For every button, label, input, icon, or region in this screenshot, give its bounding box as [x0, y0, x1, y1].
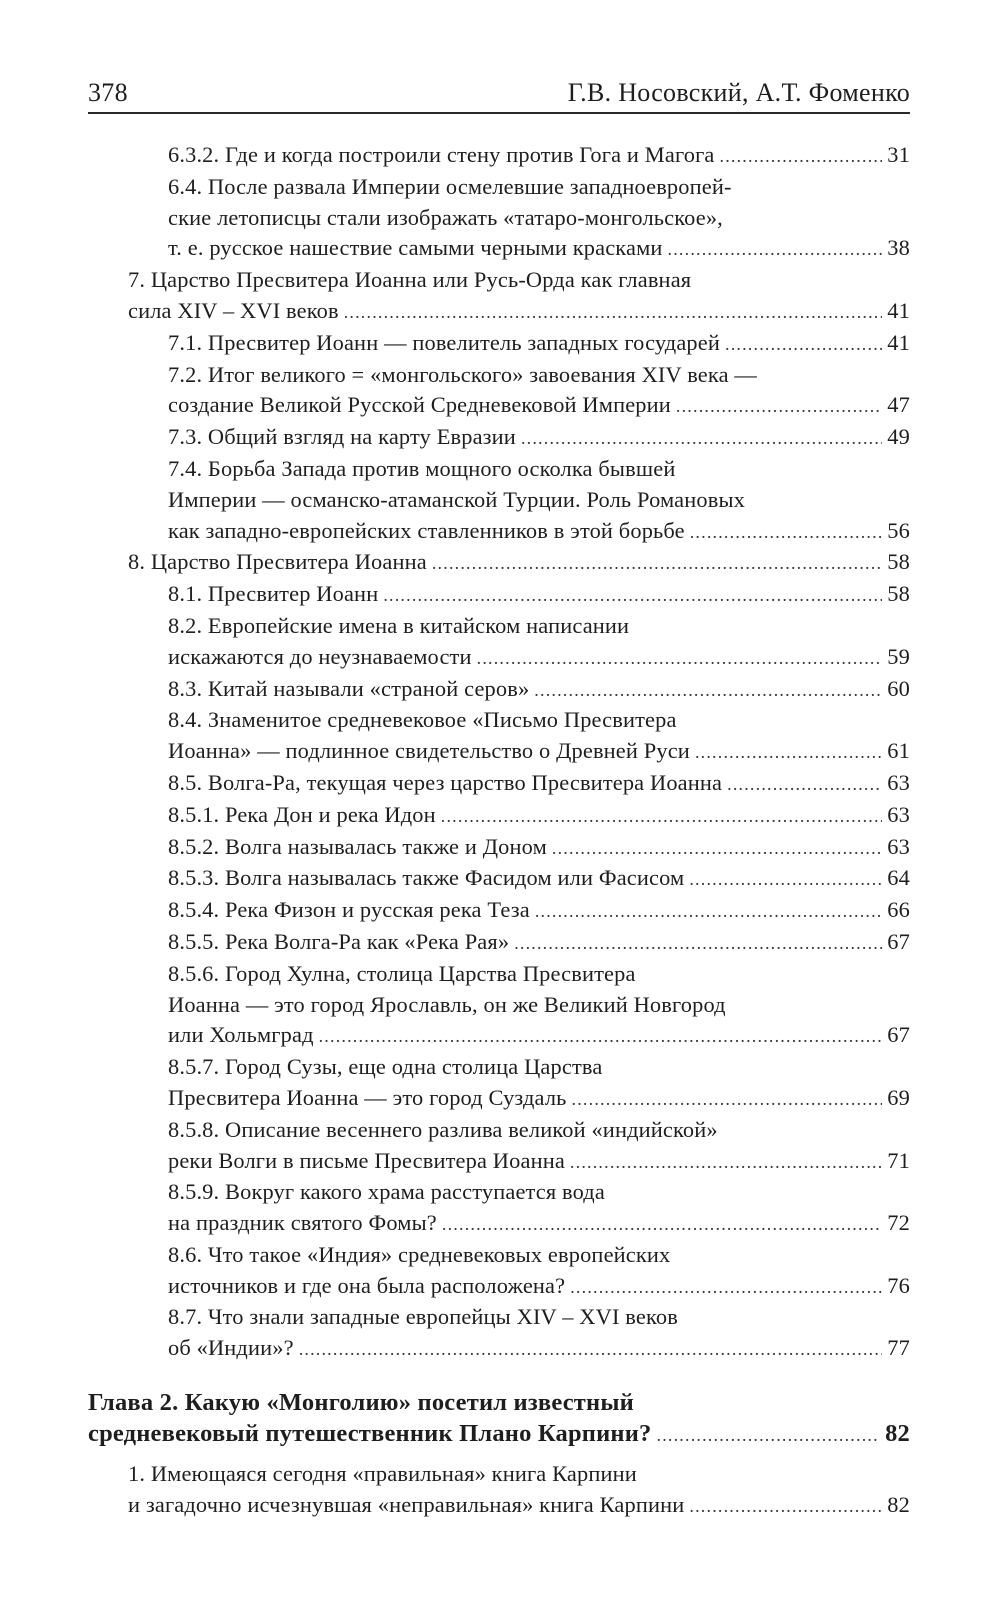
toc-page-number: 66 — [887, 897, 910, 923]
dot-leader — [535, 896, 882, 927]
toc-page-number: 49 — [887, 424, 910, 450]
toc-page-number: 71 — [887, 1147, 910, 1173]
toc-entry-title-line: 1. Имеющаяся сегодня «правильная» книга Карпини — [128, 1461, 637, 1487]
toc-entry-last-line — [168, 516, 910, 548]
toc-entry-title-line: 8.3. Китай называли «страной серов» — [168, 675, 530, 701]
toc-page-number: 41 — [887, 329, 910, 355]
toc-entry-last-line — [168, 390, 910, 422]
toc-entry-title-line: 8.5. Волга-Ра, текущая через царство Пресвитера Иоанна — [168, 769, 723, 795]
toc-page-number: 41 — [887, 297, 910, 323]
toc-entry-last-line — [168, 642, 910, 674]
running-header — [88, 72, 910, 114]
toc-entry-last-line — [168, 233, 910, 265]
table-of-contents — [88, 140, 910, 1522]
toc-entry — [88, 422, 910, 454]
toc-entry-title-line: 8.5.8. Описание весеннего разлива великой «индийской» — [168, 1116, 718, 1142]
toc-page-number: 61 — [887, 738, 910, 764]
toc-page-number: 77 — [887, 1335, 910, 1361]
toc-entry — [88, 800, 910, 832]
toc-entry-title-line: искажаются до неузнаваемости — [168, 643, 472, 669]
toc-entry-title-line: 6.4. После развала Империи осмелевшие западноевропей- — [168, 173, 732, 199]
toc-entry-title-line: 8.4. Знаменитое средневековое «Письмо Пресвитера — [168, 707, 677, 733]
dot-leader — [727, 769, 882, 800]
toc-entry-title-line: т. е. русское нашествие самыми черными красками — [168, 235, 663, 261]
toc-entry-title-line: 8.5.5. Река Волга-Ра как «Река Рая» — [168, 928, 510, 954]
toc-entry — [88, 959, 910, 1052]
toc-entry-last-line — [168, 140, 910, 172]
toc-entry-last-line — [168, 768, 910, 800]
toc-entry — [88, 360, 910, 423]
dot-leader — [657, 1420, 881, 1451]
toc-entry-title-line: 8.2. Европейские имена в китайском написании — [168, 612, 630, 638]
toc-entry-title-line: Иоанна» — подлинное свидетельство о Древней Руси — [168, 738, 690, 764]
toc-page-number: 63 — [887, 801, 910, 827]
toc-entry-title-line: сила XIV – XVI веков — [128, 297, 339, 323]
toc-page-number: 69 — [887, 1084, 910, 1110]
toc-entry-last-line — [168, 1333, 910, 1365]
toc-entry-title-line: как западно-европейских ставленников в этой борьбе — [168, 517, 685, 543]
toc-entry-last-line — [168, 1208, 910, 1240]
page-number: 378 — [88, 78, 128, 107]
toc-entry-title-line: Пресвитера Иоанна — это город Суздаль — [168, 1084, 567, 1110]
toc-entry — [88, 863, 910, 895]
toc-entry-last-line — [168, 422, 910, 454]
toc-entry — [88, 579, 910, 611]
toc-entry-title-line: об «Индии»? — [168, 1335, 294, 1361]
toc-entry-last-line — [168, 800, 910, 832]
toc-entry — [88, 1459, 910, 1522]
toc-page-number: 47 — [887, 392, 910, 418]
toc-entry-last-line — [168, 895, 910, 927]
toc-entry-title-line: 8.5.6. Город Хулна, столица Царства Пресвитера — [168, 960, 636, 986]
dot-leader — [344, 297, 883, 328]
dot-leader — [534, 675, 882, 706]
toc-entry-title-line: источников и где она была расположена? — [168, 1272, 566, 1298]
dot-leader — [514, 928, 882, 959]
toc-entry — [88, 1302, 910, 1365]
toc-entry-title-line: 7.1. Пресвитер Иоанн — повелитель западных государей — [168, 329, 720, 355]
toc-entry-title-line: 7.4. Борьба Запада против мощного осколка бывшей — [168, 455, 676, 481]
toc-entry — [88, 1115, 910, 1178]
dot-leader — [477, 643, 883, 674]
dot-leader — [552, 833, 882, 864]
dot-leader — [690, 517, 883, 548]
toc-entry-last-line — [168, 674, 910, 706]
toc-entry-title-line: 8.5.3. Волга называлась также Фасидом или Фасисом — [168, 865, 685, 891]
toc-entry-last-line — [168, 1271, 910, 1303]
toc-entry — [88, 674, 910, 706]
dot-leader — [720, 141, 883, 172]
toc-entry — [88, 832, 910, 864]
toc-entry — [88, 454, 910, 547]
toc-entry-title-line: 8.1. Пресвитер Иоанн — [168, 581, 379, 607]
toc-page-number: 38 — [887, 235, 910, 261]
toc-page-number: 59 — [887, 643, 910, 669]
toc-page-number: 31 — [887, 142, 910, 167]
toc-entry — [88, 547, 910, 579]
dot-leader — [689, 1491, 882, 1522]
toc-entry — [88, 705, 910, 768]
dot-leader — [676, 391, 882, 422]
toc-page-number: 76 — [887, 1272, 910, 1298]
toc-entry-title-line: 8. Царство Пресвитера Иоанна — [128, 549, 427, 575]
dot-leader — [521, 423, 882, 454]
toc-entry — [88, 140, 910, 172]
dot-leader — [725, 329, 882, 360]
toc-entry-title-line: 6.3.2. Где и когда построили стену против Гога и Магога — [168, 142, 715, 167]
toc-entry-last-line — [168, 863, 910, 895]
toc-entry-title-line: Глава 2. Какую «Монголию» посетил известный — [88, 1389, 634, 1417]
running-header-authors: Г.В. Носовский, А.Т. Фоменко — [567, 78, 910, 107]
toc-entry-last-line — [168, 328, 910, 360]
toc-entry — [88, 1240, 910, 1303]
dot-leader — [383, 580, 882, 611]
toc-entry-title-line: и загадочно исчезнувшая «неправильная» книга Карпини — [128, 1491, 685, 1517]
toc-entry-title-line: реки Волги в письме Пресвитера Иоанна — [168, 1147, 565, 1173]
toc-entry-title-line: 8.5.4. Река Физон и русская река Теза — [168, 897, 530, 923]
toc-entry-last-line — [168, 1083, 910, 1115]
toc-entry-title-line: 8.5.1. Река Дон и река Идон — [168, 801, 436, 827]
dot-leader — [442, 1209, 882, 1240]
toc-entry-title-line: средневековый путешественник Плано Карпини? — [88, 1420, 652, 1448]
toc-page-number: 56 — [887, 517, 910, 543]
toc-entry-title-line: 8.5.9. Вокруг какого храма расступается вода — [168, 1179, 605, 1205]
toc-entry-title-line: Империи — османско-атаманской Турции. Роль Романовых — [168, 486, 745, 512]
toc-page-number: 72 — [887, 1210, 910, 1236]
toc-page-number: 82 — [887, 1491, 910, 1517]
toc-page-number: 63 — [887, 769, 910, 795]
toc-page-number: 58 — [887, 549, 910, 575]
dot-leader — [299, 1334, 883, 1365]
toc-entry-title-line: создание Великой Русской Средневековой Империи — [168, 392, 671, 418]
toc-entry — [88, 328, 910, 360]
toc-entry — [88, 895, 910, 927]
toc-entry-last-line — [88, 1418, 910, 1451]
dot-leader — [695, 737, 882, 768]
toc-entry-last-line — [168, 832, 910, 864]
toc-entry-title-line: на праздник святого Фомы? — [168, 1210, 437, 1236]
toc-entry-last-line — [168, 927, 910, 959]
toc-entry — [88, 172, 910, 265]
toc-entry — [88, 265, 910, 328]
toc-page-number: 58 — [887, 581, 910, 607]
toc-entry — [88, 1052, 910, 1115]
toc-page-number: 82 — [885, 1420, 910, 1448]
dot-leader — [570, 1272, 882, 1303]
toc-entry-title-line: или Хольмград — [168, 1022, 314, 1048]
toc-entry-title-line: 8.7. Что знали западные европейцы XIV – XVI веков — [168, 1304, 678, 1330]
toc-entry-last-line — [168, 736, 910, 768]
toc-page-number: 60 — [887, 675, 910, 701]
chapter-heading — [88, 1387, 910, 1451]
toc-page-number: 67 — [887, 928, 910, 954]
toc-entry — [88, 927, 910, 959]
toc-entry-last-line — [128, 296, 910, 328]
toc-entry-title-line: ские летописцы стали изображать «татаро-монгольское», — [168, 204, 723, 230]
dot-leader — [319, 1021, 883, 1052]
toc-entry-title-line: 7.3. Общий взгляд на карту Евразии — [168, 424, 516, 450]
toc-entry-last-line — [168, 1146, 910, 1178]
toc-page-number: 67 — [887, 1022, 910, 1048]
toc-page-number: 63 — [887, 833, 910, 859]
toc-entry-title-line: 7. Царство Пресвитера Иоанна или Русь-Орда как главная — [128, 267, 692, 293]
toc-entry-last-line — [168, 1020, 910, 1052]
toc-entry-title-line: 8.5.2. Волга называлась также и Доном — [168, 833, 547, 859]
toc-entry-last-line — [128, 1490, 910, 1522]
dot-leader — [572, 1084, 883, 1115]
toc-entry-title-line: Иоанна — это город Ярославль, он же Великий Новгород — [168, 991, 726, 1017]
toc-entry — [88, 768, 910, 800]
dot-leader — [432, 548, 882, 579]
toc-entry-title-line: 7.2. Итог великого = «монгольского» завоевания XIV века — — [168, 361, 757, 387]
dot-leader — [570, 1147, 882, 1178]
toc-entry-title-line: 8.5.7. Город Сузы, еще одна столица Царства — [168, 1054, 603, 1080]
toc-entry — [88, 1177, 910, 1240]
dot-leader — [441, 801, 883, 832]
dot-leader — [689, 864, 882, 895]
toc-entry-last-line — [168, 579, 910, 611]
toc-entry — [88, 611, 910, 674]
dot-leader — [668, 234, 883, 265]
toc-entry-title-line: 8.6. Что такое «Индия» средневековых европейских — [168, 1241, 671, 1267]
toc-page-number: 64 — [887, 865, 910, 891]
toc-entry-last-line — [128, 547, 910, 579]
